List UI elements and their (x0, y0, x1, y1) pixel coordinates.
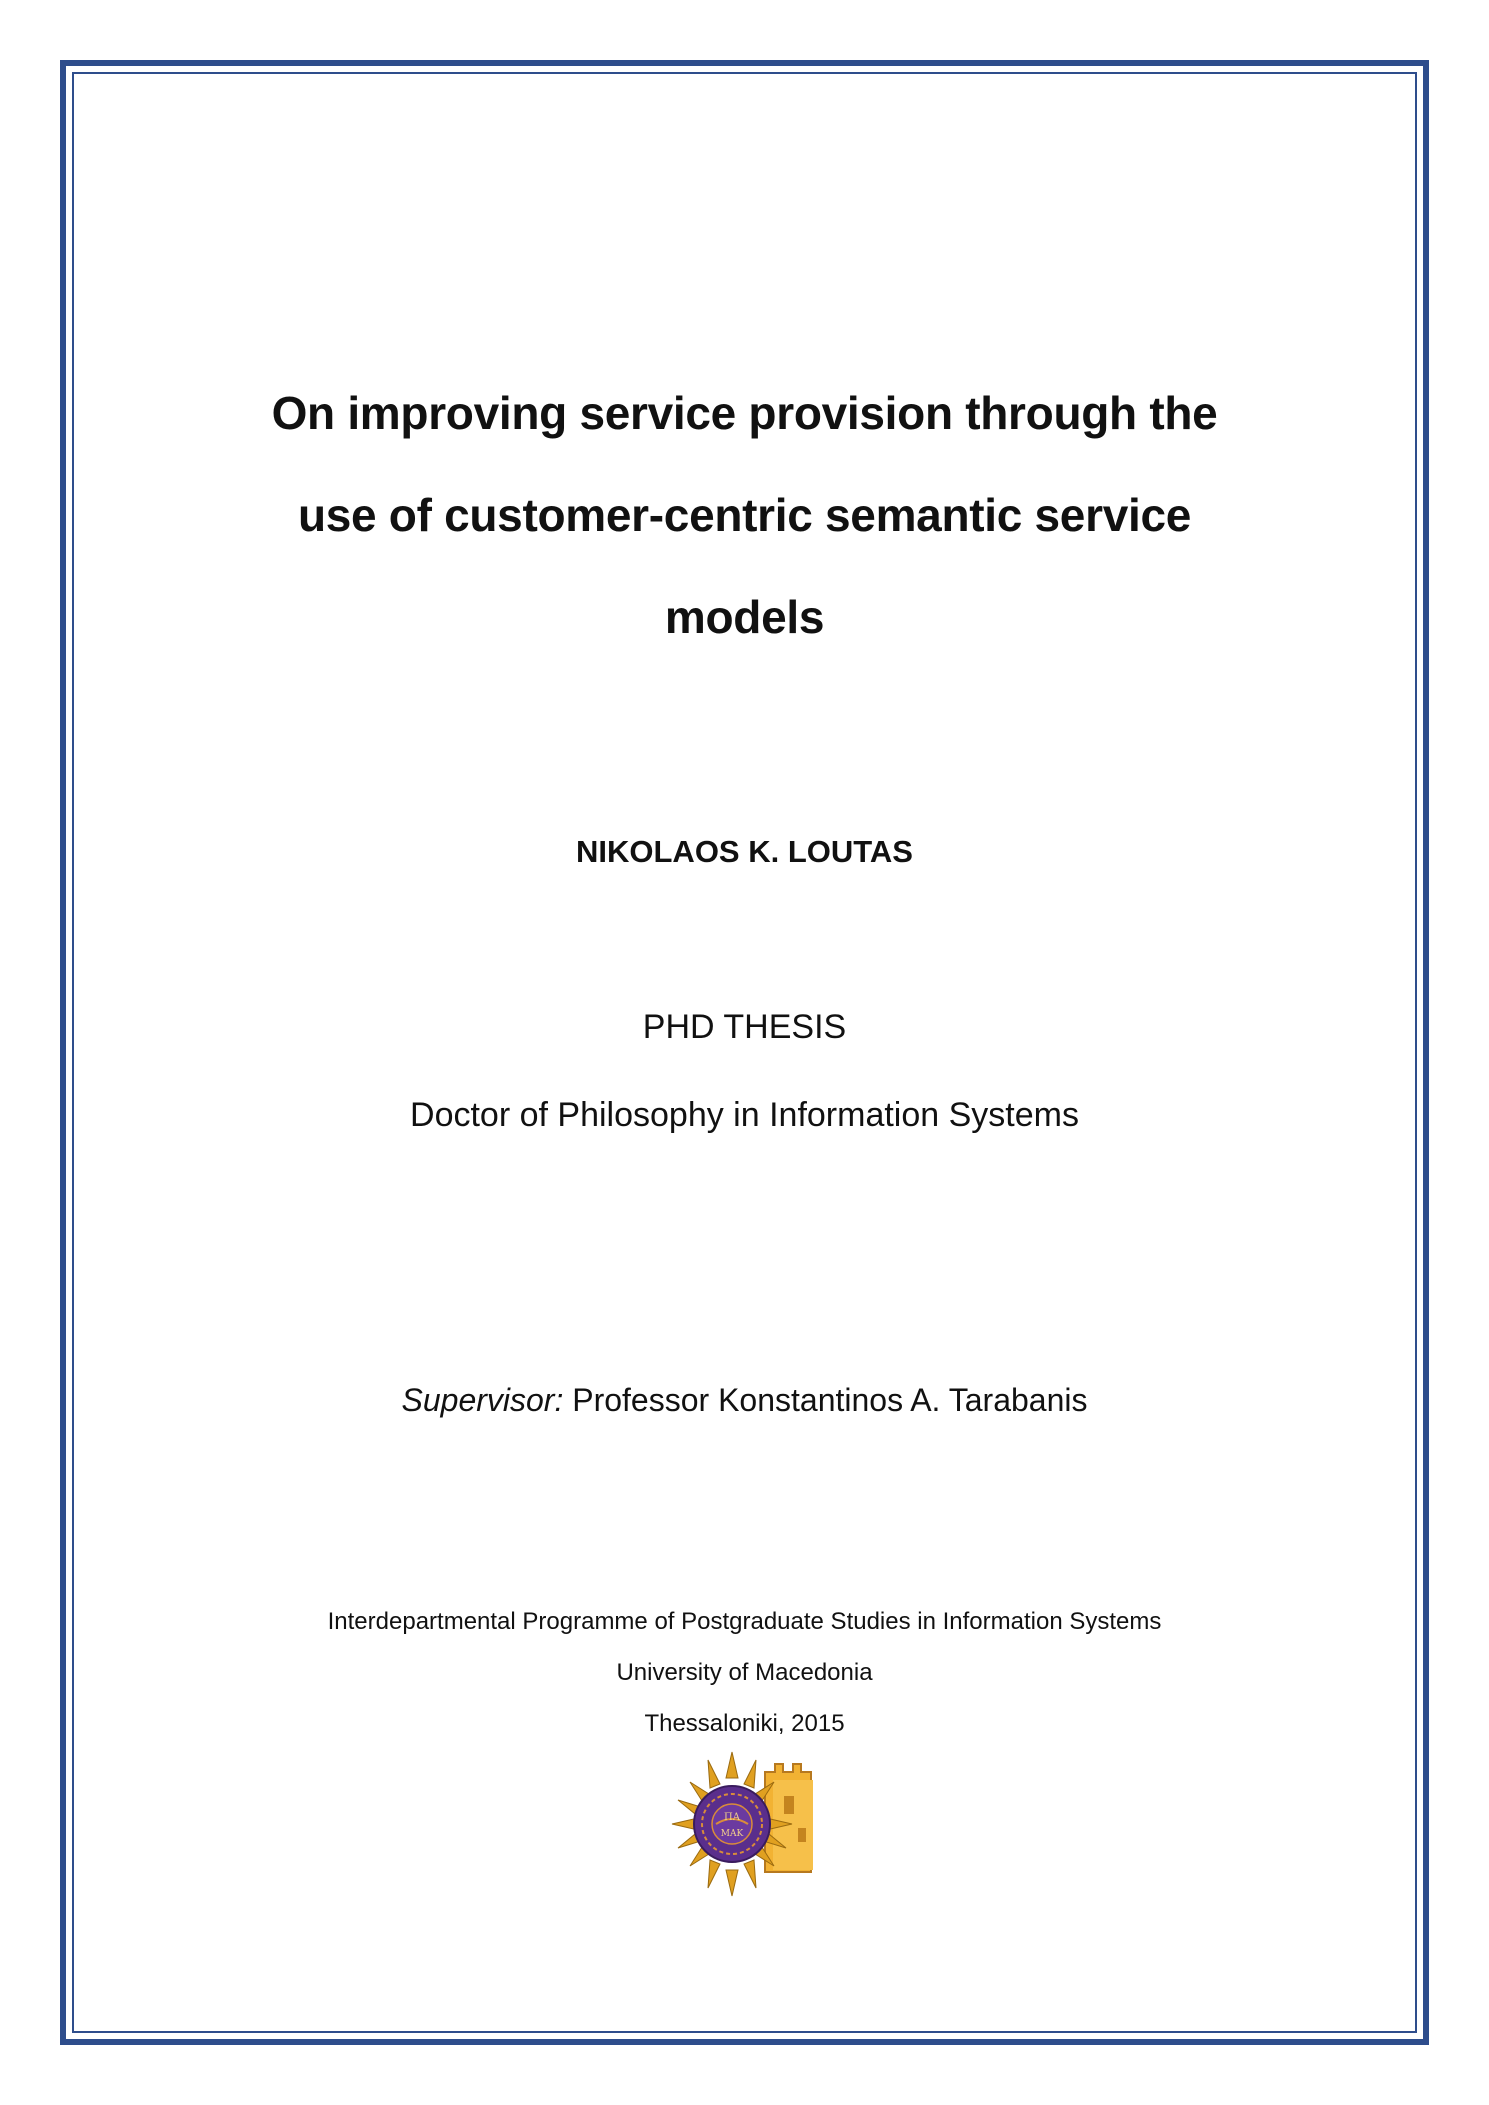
thesis-info (72, 1005, 1417, 1137)
university-seal-icon (670, 1750, 830, 1900)
place-year: Thessaloniki, 2015 (644, 1710, 845, 1737)
supervisor-name: Professor Konstantinos A. Tarabanis (572, 1382, 1088, 1418)
seal-text-top: ΠΑ (724, 1812, 740, 1823)
institution-block (72, 1596, 1417, 1749)
thesis-title (72, 362, 1417, 668)
supervisor-label: Supervisor: (401, 1382, 564, 1418)
supervisor-block (72, 1378, 1417, 1422)
tower-icon (765, 1764, 813, 1872)
title-line: use of customer-centric semantic service (297, 489, 1192, 541)
title-line: models (664, 591, 825, 643)
seal-disc (694, 1786, 770, 1862)
supervisor-line (402, 1382, 1088, 1418)
university-name: University of Macedonia (616, 1659, 873, 1686)
seal-text-bottom: ΜΑΚ (720, 1829, 744, 1839)
title-line: On improving service provision through the (271, 387, 1218, 439)
author-block (72, 832, 1417, 872)
thesis-type: PHD THESIS (642, 1008, 847, 1046)
programme-name: Interdepartmental Programme of Postgraduate Studies in Information Systems (327, 1608, 1162, 1635)
degree-name: Doctor of Philosophy in Information Systems (410, 1096, 1079, 1134)
university-logo-svg (670, 1750, 830, 1900)
author-name: NIKOLAOS K. LOUTAS (576, 834, 913, 869)
